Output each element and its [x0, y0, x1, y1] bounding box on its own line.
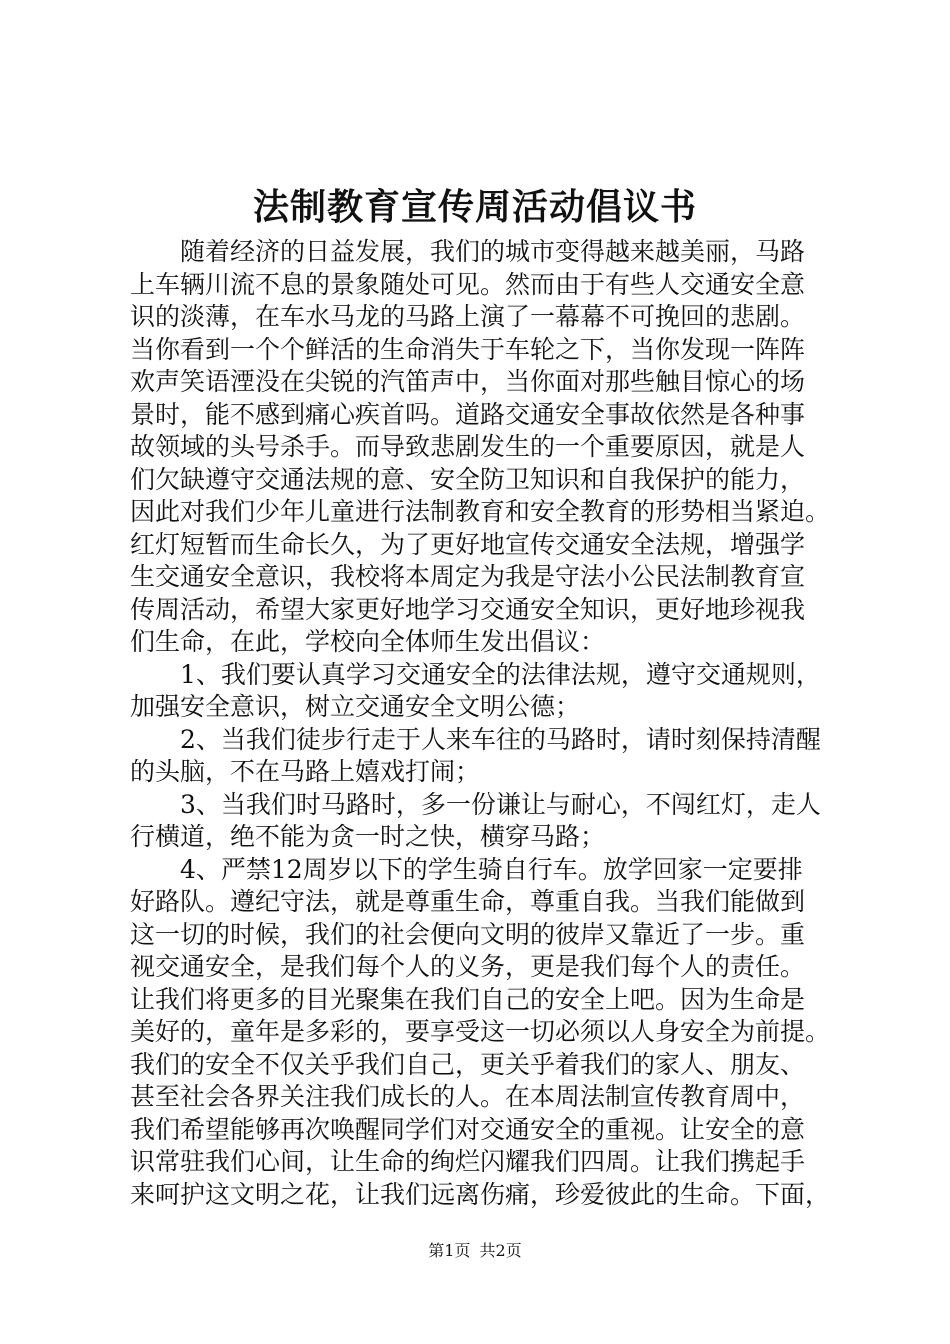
paragraph-line: 视交通安全，是我们每个人的义务，更是我们每个人的责任。	[130, 952, 806, 981]
paragraph-line: 我们希望能够再次唤醒同学们对交通安全的重视。让安全的意	[130, 1114, 806, 1144]
paragraph-line: 景时，能不感到痛心疾首吗。道路交通安全事故依然是各种事	[130, 399, 806, 429]
page-footer	[0, 1240, 950, 1262]
paragraph-line: 生交通安全意识，我校将本周定为我是守法小公民法制教育宣	[130, 562, 806, 591]
paragraph-line: 甚至社会各界关注我们成长的人。在本周法制宣传教育周中，	[130, 1082, 806, 1111]
paragraph-line: 红灯短暂而生命长久，为了更好地宣传交通安全法规，增强学	[130, 529, 806, 559]
list-item-line: 4、严禁12周岁以下的学生骑自行车。放学回家一定要排	[180, 854, 803, 884]
document-title: 法制教育宣传周活动倡议书	[252, 186, 697, 228]
list-item-line: 的头脑，不在马路上嬉戏打闹；	[130, 757, 481, 786]
paragraph-line: 来呵护这文明之花，让我们远离伤痛，珍爱彼此的生命。下面，	[130, 1179, 831, 1209]
paragraph-line: 随着经济的日益发展，我们的城市变得越来越美丽，马路	[180, 237, 806, 266]
document-body	[130, 236, 830, 1211]
page-total: 共2页	[479, 1241, 522, 1260]
paragraph-line: 因此对我们少年儿童进行法制教育和安全教育的形势相当紧迫。	[130, 497, 831, 526]
paragraph-line: 美好的，童年是多彩的，要享受这一切必须以人身安全为前提。	[130, 1017, 831, 1046]
paragraph-line: 欢声笑语湮没在尖锐的汽笛声中，当你面对那些触目惊心的场	[130, 367, 806, 396]
list-item-line: 3、当我们时马路时，多一份谦让与耐心，不闯红灯，走人	[180, 789, 821, 819]
paragraph-line: 这一切的时候，我们的社会便向文明的彼岸又靠近了一步。重	[130, 919, 806, 949]
paragraph-line: 我们的安全不仅关乎我们自己，更关乎着我们的家人、朋友、	[130, 1049, 806, 1079]
paragraph-line: 识常驻我们心间，让生命的绚烂闪耀我们四周。让我们携起手	[130, 1147, 806, 1176]
paragraph-line: 故领域的头号杀手。而导致悲剧发生的一个重要原因，就是人	[130, 432, 806, 461]
paragraph-line: 们欠缺遵守交通法规的意、安全防卫知识和自我保护的能力，	[130, 464, 806, 494]
page-number: 第1页	[428, 1241, 471, 1260]
paragraph-line: 上车辆川流不息的景象随处可见。然而由于有些人交通安全意	[130, 269, 806, 299]
paragraph-line: 让我们将更多的目光聚集在我们自己的安全上吧。因为生命是	[130, 984, 806, 1014]
paragraph-line: 们生命，在此，学校向全体师生发出倡议：	[130, 627, 606, 656]
list-item-line: 行横道，绝不能为贪一时之快，横穿马路；	[130, 822, 606, 851]
paragraph-line: 好路队。遵纪守法，就是尊重生命，尊重自我。当我们能做到	[130, 887, 806, 916]
paragraph-line: 传周活动，希望大家更好地学习交通安全知识，更好地珍视我	[130, 594, 806, 624]
paragraph-line: 当你看到一个个鲜活的生命消失于车轮之下，当你发现一阵阵	[130, 334, 806, 364]
paragraph-line: 识的淡薄，在车水马龙的马路上演了一幕幕不可挽回的悲剧。	[130, 302, 806, 331]
list-item-line: 1、我们要认真学习交通安全的法律法规，遵守交通规则，	[180, 659, 821, 689]
list-item-line: 加强安全意识，树立交通安全文明公德；	[130, 692, 581, 721]
list-item-line: 2、当我们徒步行走于人来车往的马路时，请时刻保持清醒	[180, 724, 821, 754]
